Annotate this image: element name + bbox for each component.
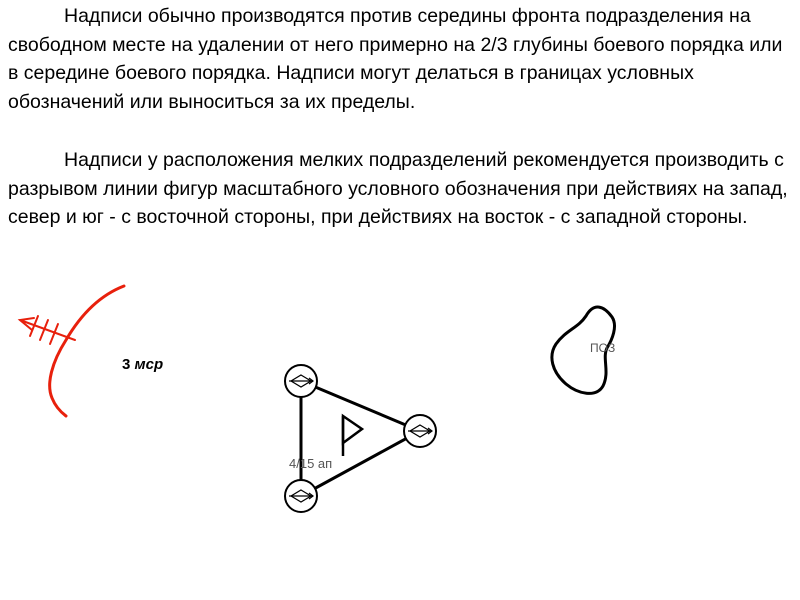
paragraph-2: Надписи у расположения мелких подразделений рекомендуется производить с разрывом линии фигур масштабного условного обозначения при действиях на запад, север и юг - с восточной стороны, при действиях на восток - с западной стороны. <box>8 149 788 228</box>
gun-icon-top <box>285 365 317 397</box>
red-unit-symbol <box>20 286 124 416</box>
battery-triangle <box>301 381 420 496</box>
battery-triangle-symbol <box>285 365 436 512</box>
flag-icon <box>343 416 362 456</box>
battery-label: 4/15 ап <box>289 456 333 471</box>
unit-label-3msr <box>122 356 163 373</box>
unit-label-abbr: мср <box>134 356 164 373</box>
unit-label-number: 3 <box>122 356 131 373</box>
paragraph-1: Надписи обычно производятся против середины фронта подразделения на свободном месте на удалении от него примерно на 2/3 глубины боевого порядка или в середине боевого порядка. Надписи могут делаться в границах условных обозначений или выноситься за их пределы. <box>8 5 783 113</box>
gun-icon-bottom <box>285 480 317 512</box>
gun-icon-right <box>404 415 436 447</box>
red-front-arc <box>50 286 124 416</box>
position-label: ПОЗ <box>590 341 616 355</box>
